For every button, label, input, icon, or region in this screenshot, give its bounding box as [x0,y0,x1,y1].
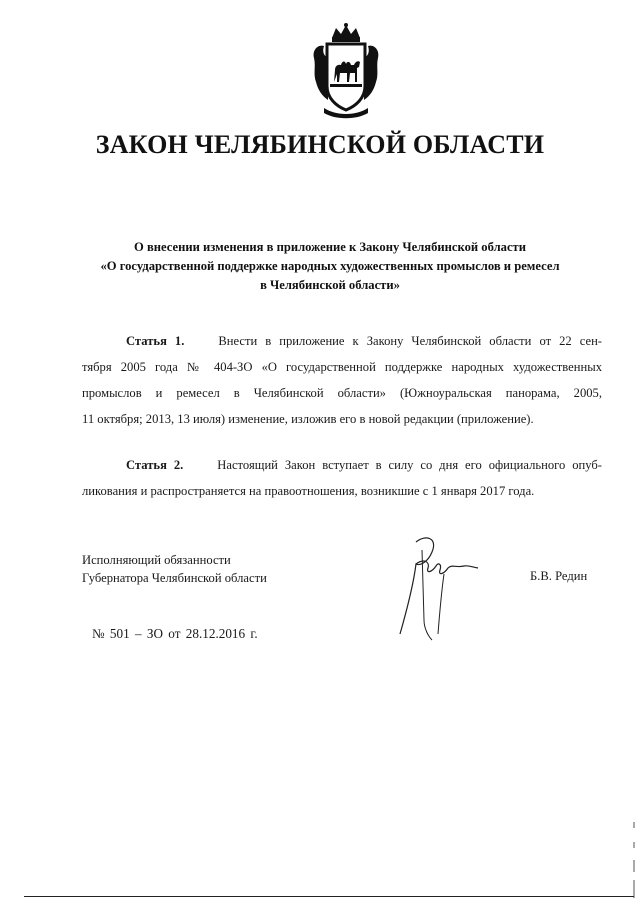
signatory-position [82,551,267,587]
article-line: тября 2005 года № 404-ЗО «О государственной поддержке народных художественных [82,360,602,374]
bottom-divider [24,896,634,897]
subject-line: в Челябинской области» [260,278,400,292]
registration-date: 28.12.2016 г. [185,626,258,641]
scan-edge-marks [632,820,636,900]
article-line: промыслов и ремесел в Челябинской области» (Южноуральская панорама, 2005, [82,386,602,400]
registration-line [92,626,258,642]
article-label: Статья 2. [126,458,184,472]
subject-line: О внесении изменения в приложение к Закону Челябинской области [134,240,526,254]
article-line: 11 октября; 2013, 13 июля) изменение, изложив его в новой редакции (приложение). [82,412,534,426]
article-2 [82,452,602,504]
handwritten-signature [386,528,496,648]
article-1 [82,328,602,432]
article-label: Статья 1. [126,334,185,348]
registration-number: № 501 – ЗО [92,626,163,641]
law-subject-heading [60,238,600,295]
article-line: Статья 1. Внести в приложение к Закону Челябинской области от 22 сен- [126,334,602,348]
coat-of-arms-icon [310,22,382,122]
signer-name: Б.В. Редин [530,569,588,583]
position-line: Губернатора Челябинской области [82,571,267,585]
registration-date-prefix: от [168,626,181,641]
article-line: Статья 2. Настоящий Закон вступает в силу со дня его официального опуб- [126,458,602,472]
position-line: Исполняющий обязанности [82,553,231,567]
subject-line: «О государственной поддержке народных художественных промыслов и ремесел [100,259,560,273]
page-title: ЗАКОН ЧЕЛЯБИНСКОЙ ОБЛАСТИ [95,130,545,159]
article-line: ликования и распространяется на правоотношения, возникшие с 1 января 2017 года. [82,484,535,498]
